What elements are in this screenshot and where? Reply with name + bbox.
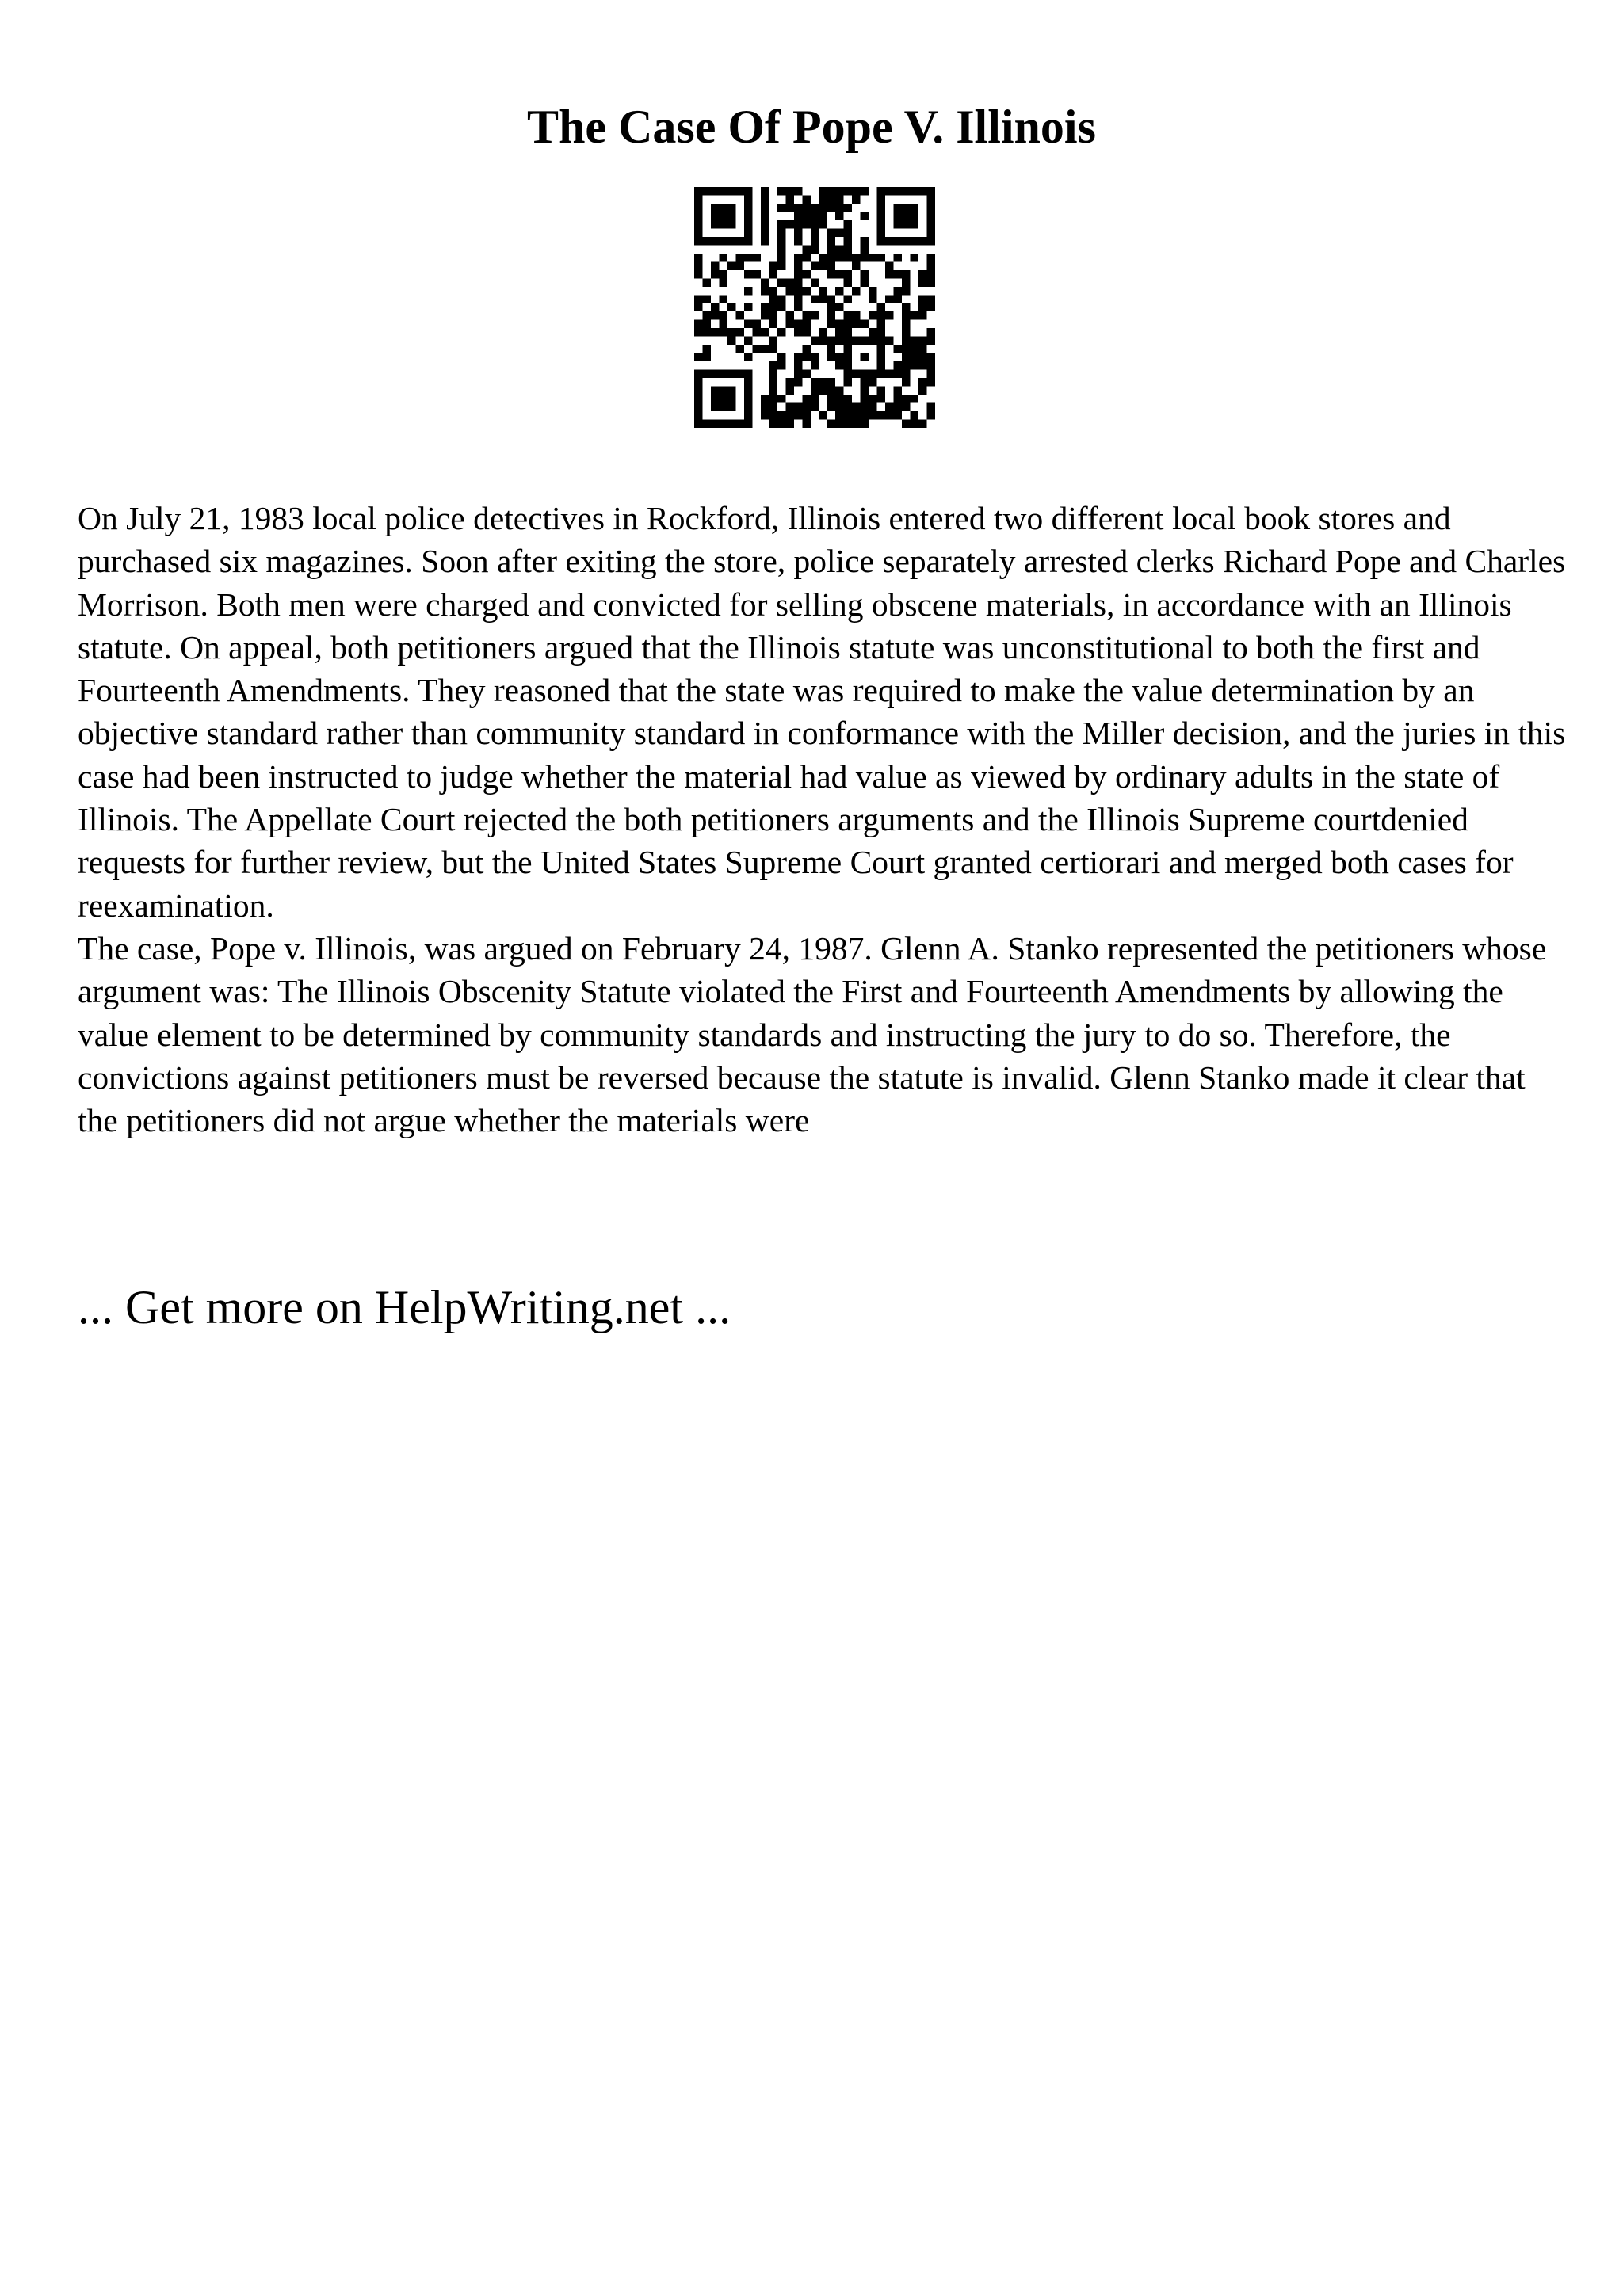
page-title: The Case Of Pope V. Illinois	[527, 101, 1096, 153]
qr-code-icon	[694, 187, 935, 428]
paragraph: The case, Pope v. Illinois, was argued on February 24, 1987. Glenn A. Stanko represented the petitioners whose argument was: The Illinois Obscenity Statute violated the First and Fourteenth Amendments by allowing the value element to be determined by community standards and instructing the jury to do so. Therefore, the convictions against petitioners must be reversed because the statute is invalid. Glenn Stanko made it clear that the petitioners did not argue whether the materials were	[78, 929, 1547, 1139]
article-body	[78, 497, 1569, 1142]
get-more-link[interactable]: ... Get more on HelpWriting.net ...	[78, 1281, 731, 1333]
paragraph: On July 21, 1983 local police detectives in Rockford, Illinois entered two different local book stores and purchased six magazines. Soon after exiting the store, police separately arrested clerks Richard Pope and Charles Morrison. Both men were charged and convicted for selling obscene materials, in accordance with an Illinois statute. On appeal, both petitioners argued that the Illinois statute was unconstitutional to both the first and Fourteenth Amendments. They reasoned that the state was required to make the value determination by an objective standard rather than community standard in conformance with the Miller decision, and the juries in this case had been instructed to judge whether the material had value as viewed by ordinary adults in the state of Illinois. The Appellate Court rejected the both petitioners arguments and the Illinois Supreme courtdenied requests for further review, but the United States Supreme Court granted certiorari and merged both cases for reexamination.	[78, 500, 1566, 924]
